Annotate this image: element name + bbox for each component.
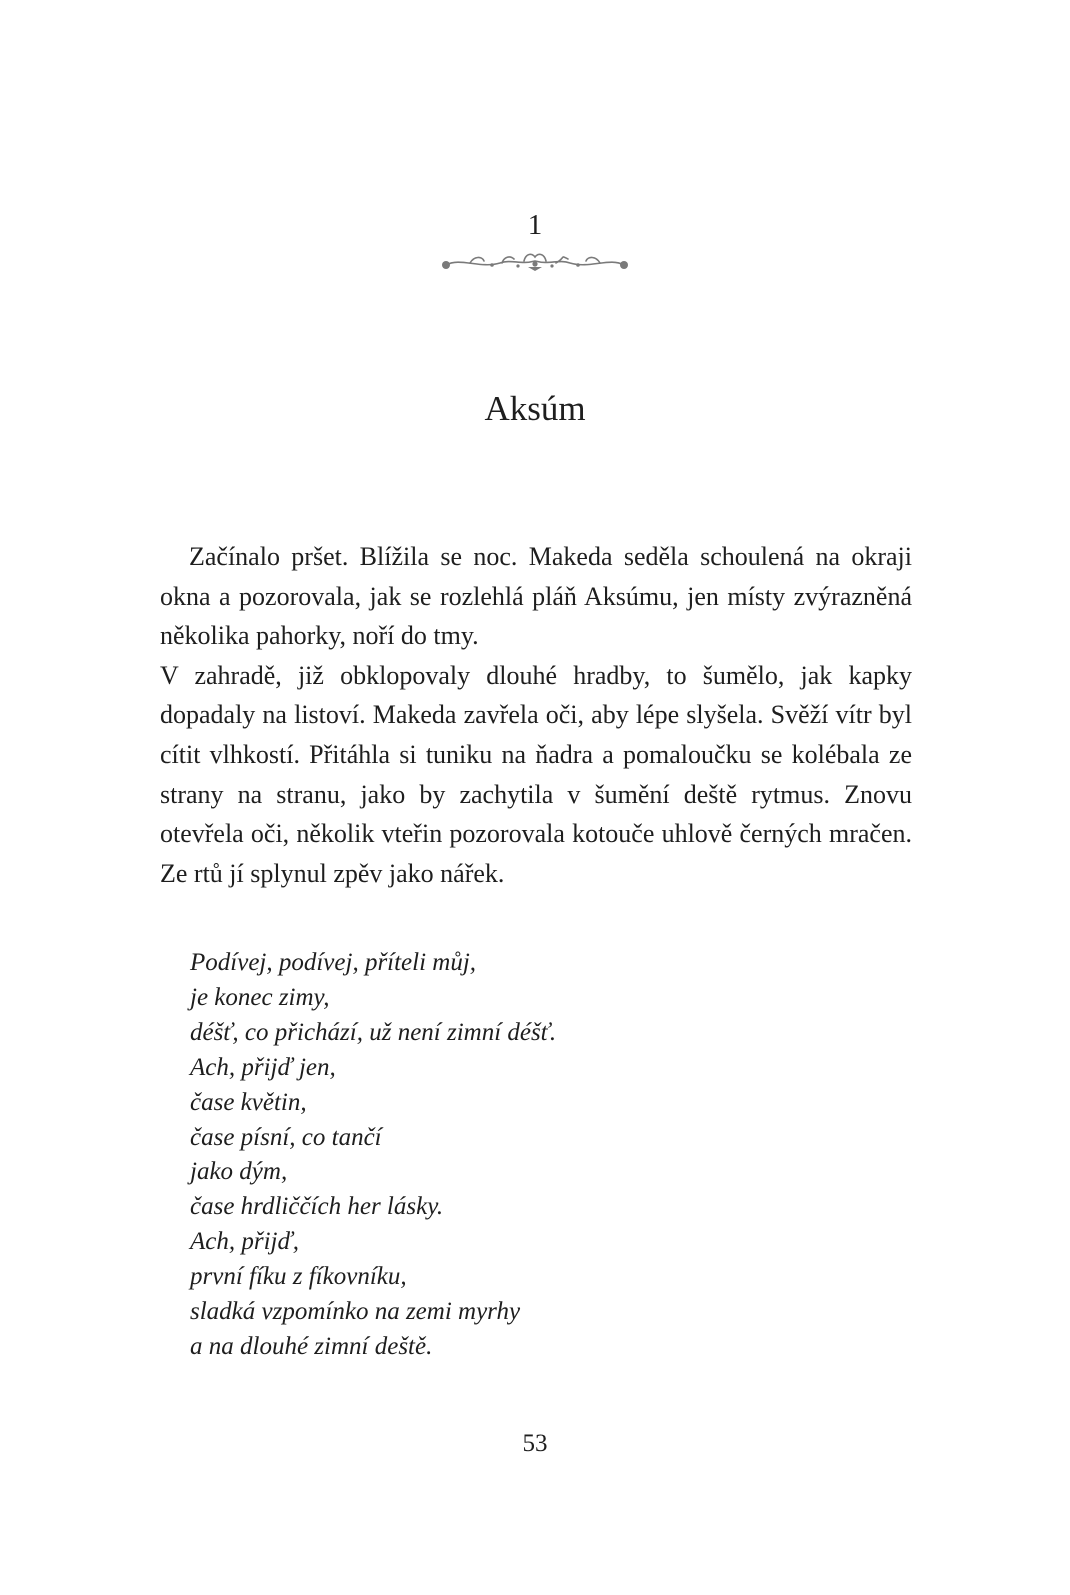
paragraph: V zahradě, již obklopovaly dlouhé hradby, to šumělo, jak kapky dopadaly na listoví. Makeda zavřela oči, aby lépe slyšela. Svěží vítr byl cítit vlhkostí. Přitáhla si tuniku na ňadra a pomaloučku se kolébala ze strany na stranu, jako by zachytila v šumění deště rytmus. Znovu otevřela oči, několik vteřin pozorovala kotouče uhlově černých mračen. Ze rtů jí splynul zpěv jako nářek. bbox=[160, 660, 912, 888]
poem-line: Ach, přijď jen, bbox=[190, 1053, 336, 1081]
poem-line: déšť, co přichází, už není zimní déšť. bbox=[190, 1018, 557, 1046]
poem-line: Ach, přijď, bbox=[190, 1228, 299, 1256]
poem-line: a na dlouhé zimní deště. bbox=[190, 1332, 433, 1360]
poem bbox=[190, 946, 890, 1365]
poem-line: první fíku z fíkovníku, bbox=[190, 1263, 407, 1291]
chapter-title: Aksúm bbox=[484, 389, 586, 428]
poem-line: Podívej, podívej, příteli můj, bbox=[190, 949, 477, 976]
poem-line: čase písní, co tančí bbox=[190, 1123, 382, 1151]
chapter-number: 1 bbox=[527, 209, 543, 241]
poem-line: jako dým, bbox=[190, 1158, 288, 1186]
ornament-flourish-icon bbox=[440, 247, 630, 273]
page-number: 53 bbox=[522, 1430, 548, 1457]
body-text bbox=[160, 537, 912, 893]
poem-line: čase hrdliččích her lásky. bbox=[190, 1193, 444, 1221]
poem-line: sladká vzpomínko na zemi myrhy bbox=[190, 1298, 521, 1326]
poem-line: je konec zimy, bbox=[190, 983, 330, 1011]
poem-line: čase květin, bbox=[190, 1088, 307, 1116]
paragraph: Začínalo pršet. Blížila se noc. Makeda seděla schoulená na okraji okna a pozorovala, jak se rozlehlá pláň Aksúmu, jen místy zvýrazněná několika pahorky, noří do tmy. bbox=[160, 542, 912, 651]
